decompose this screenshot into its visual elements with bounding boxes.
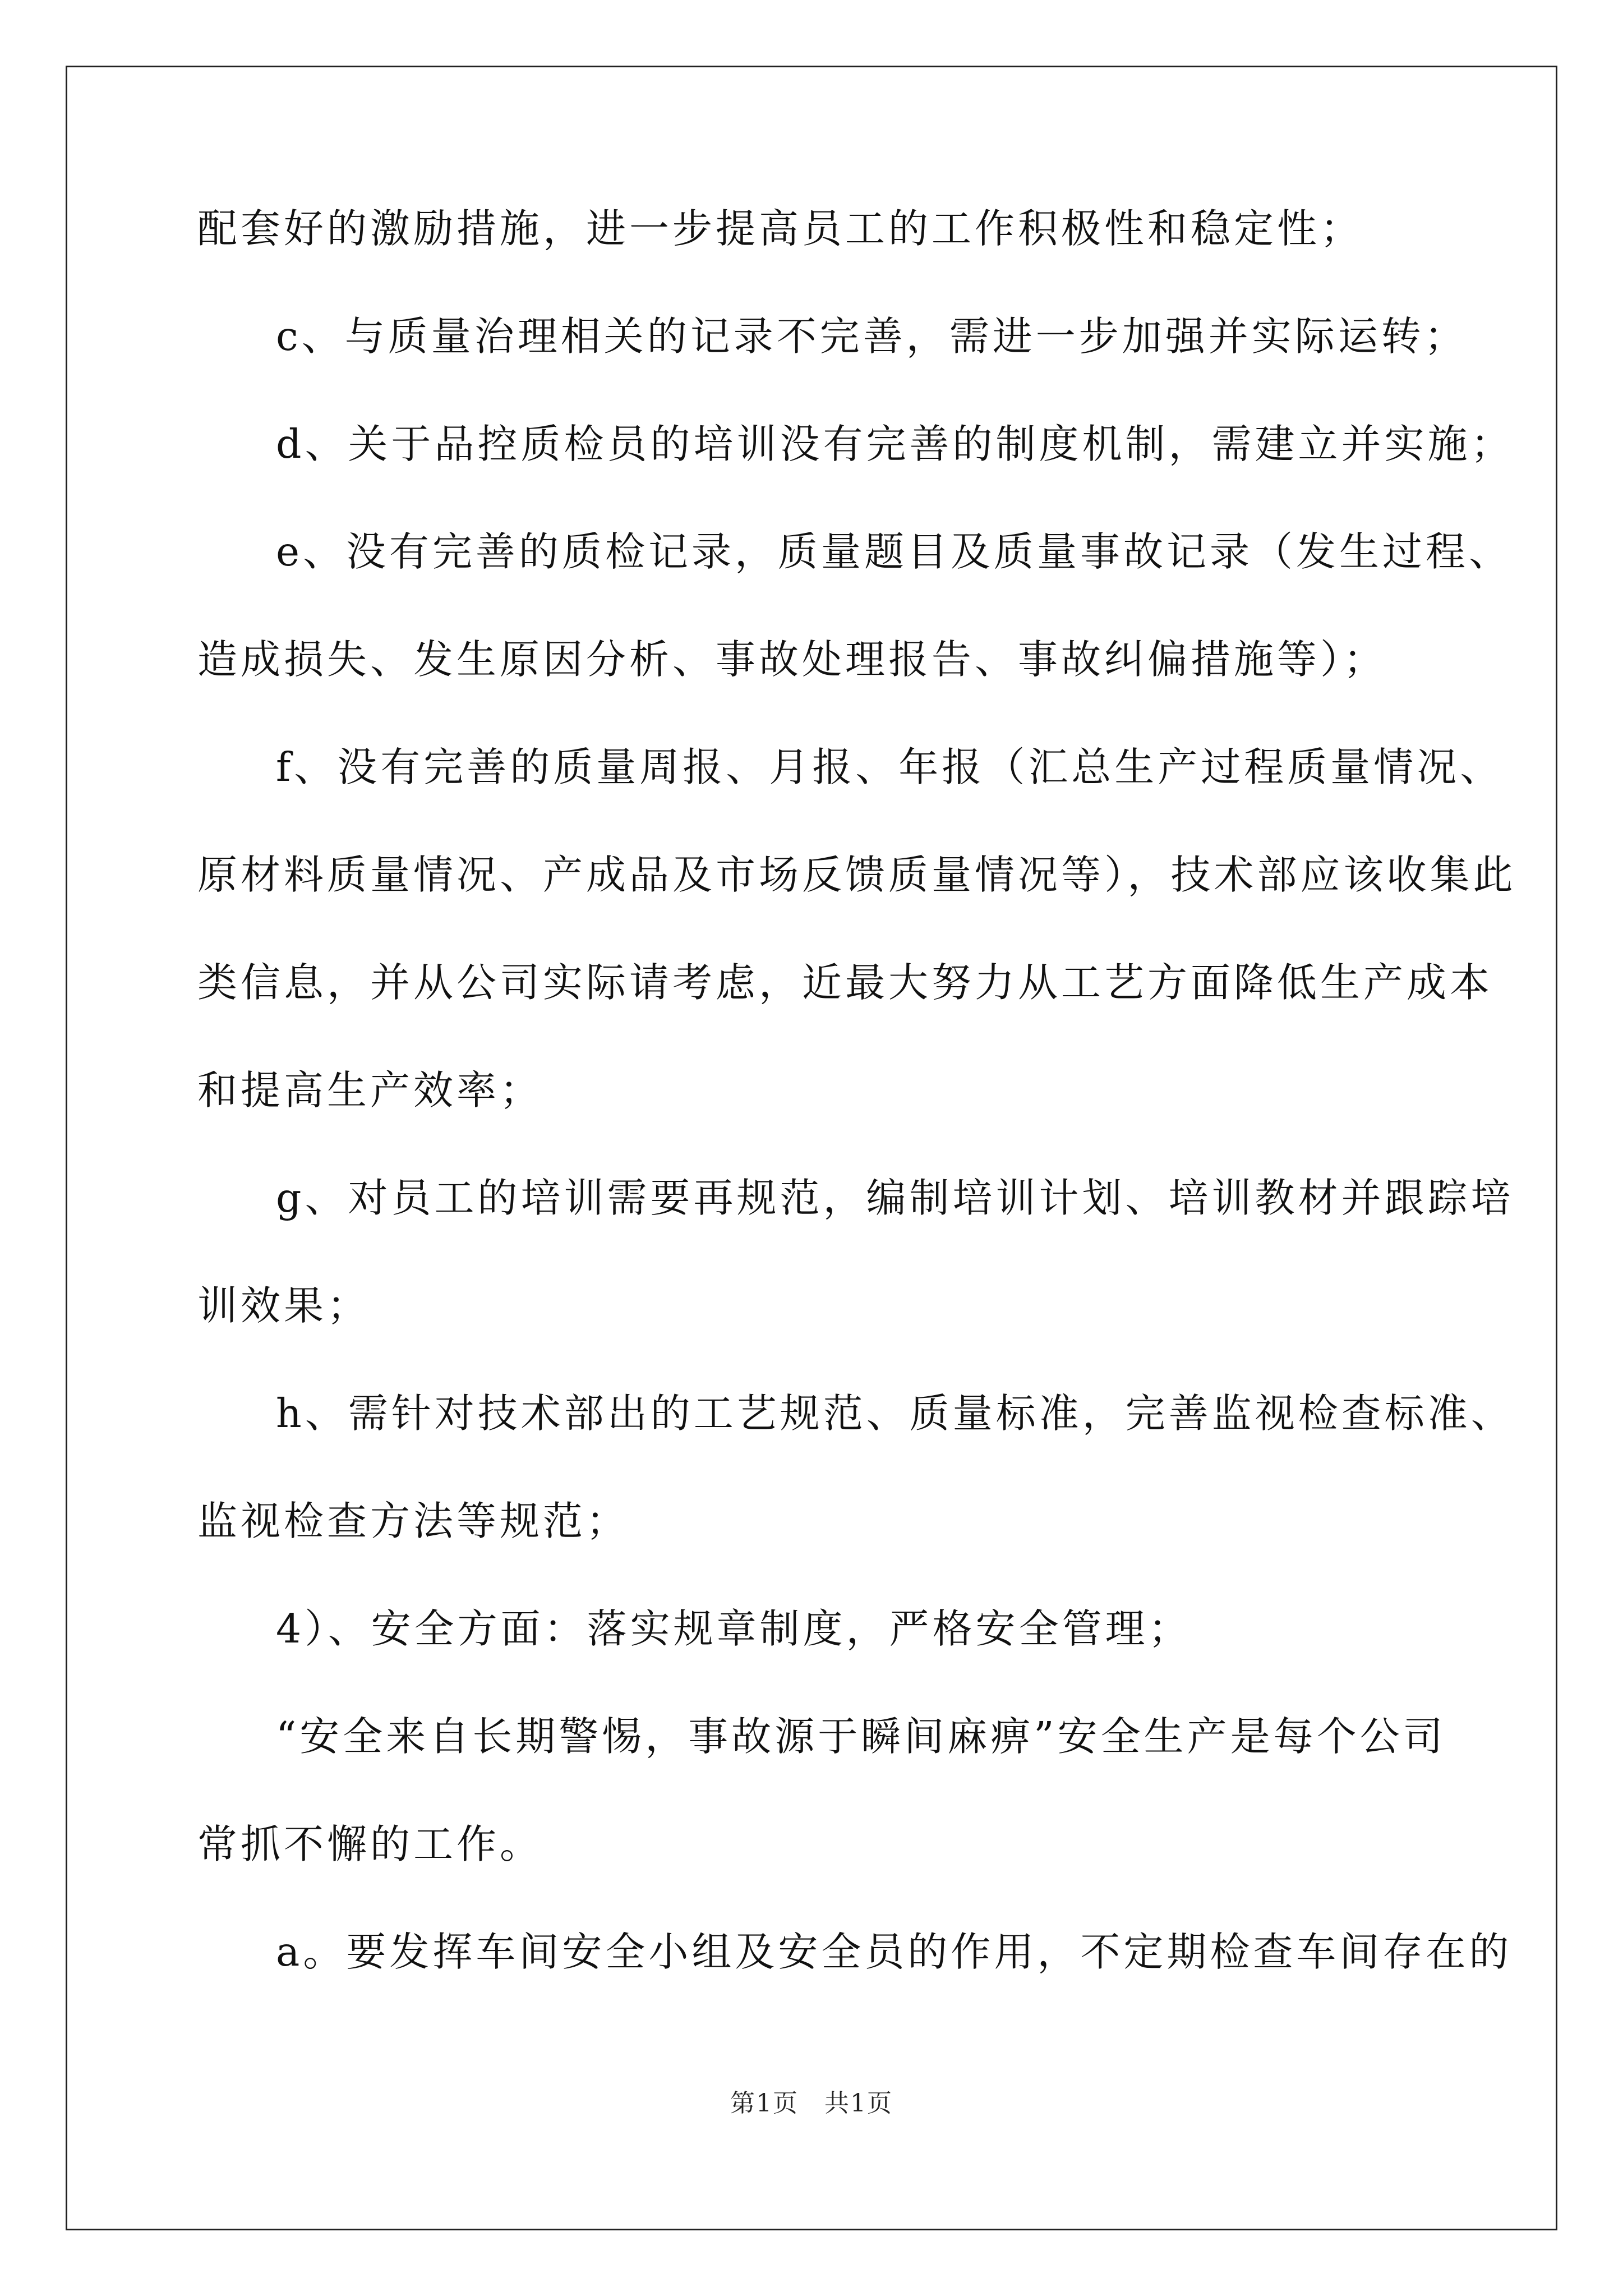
paragraph-line: 训效果； bbox=[197, 1282, 371, 1329]
paragraph-line: 常抓不懈的工作。 bbox=[197, 1821, 543, 1867]
paragraph-line: d、关于品控质检员的培训没有完善的制度机制，需建立并实施； bbox=[276, 421, 1514, 467]
paragraph-line: 造成损失、发生原因分析、事故处理报告、事故纠偏措施等）； bbox=[197, 636, 1387, 683]
paragraph-line: h、需针对技术部出的工艺规范、质量标准，完善监视检查标准、 bbox=[276, 1390, 1514, 1437]
paragraph-line: 配套好的激励措施，进一步提高员工的工作积极性和稳定性； bbox=[197, 205, 1364, 252]
paragraph-line: e、没有完善的质检记录，质量题目及质量事故记录（发生过程、 bbox=[276, 528, 1513, 575]
paragraph-line: 类信息，并从公司实际请考虑，近最大努力从工艺方面降低生产成本 bbox=[197, 959, 1493, 1006]
paragraph-line: c、与质量治理相关的记录不完善，需进一步加强并实际运转； bbox=[276, 313, 1468, 360]
page-border bbox=[66, 66, 1557, 2230]
paragraph-line: g、对员工的培训需要再规范，编制培训计划、培训教材并跟踪培 bbox=[276, 1175, 1514, 1221]
paragraph-line: 和提高生产效率； bbox=[197, 1067, 543, 1114]
page-number-footer: 第1页 共1页 bbox=[730, 2089, 893, 2118]
paragraph-line: a。要发挥车间安全小组及安全员的作用，不定期检查车间存在的 bbox=[276, 1929, 1513, 1975]
paragraph-line: “安全来自长期警惕，事故源于瞬间麻痹”安全生产是每个公司 bbox=[276, 1713, 1446, 1760]
paragraph-line: 原材料质量情况、产成品及市场反馈质量情况等），技术部应该收集此 bbox=[197, 852, 1516, 898]
paragraph-line: f、没有完善的质量周报、月报、年报（汇总生产过程质量情况、 bbox=[276, 744, 1504, 790]
paragraph-line: 监视检查方法等规范； bbox=[197, 1498, 630, 1544]
paragraph-line: 4）、安全方面：落实规章制度，严格安全管理； bbox=[276, 1605, 1192, 1652]
